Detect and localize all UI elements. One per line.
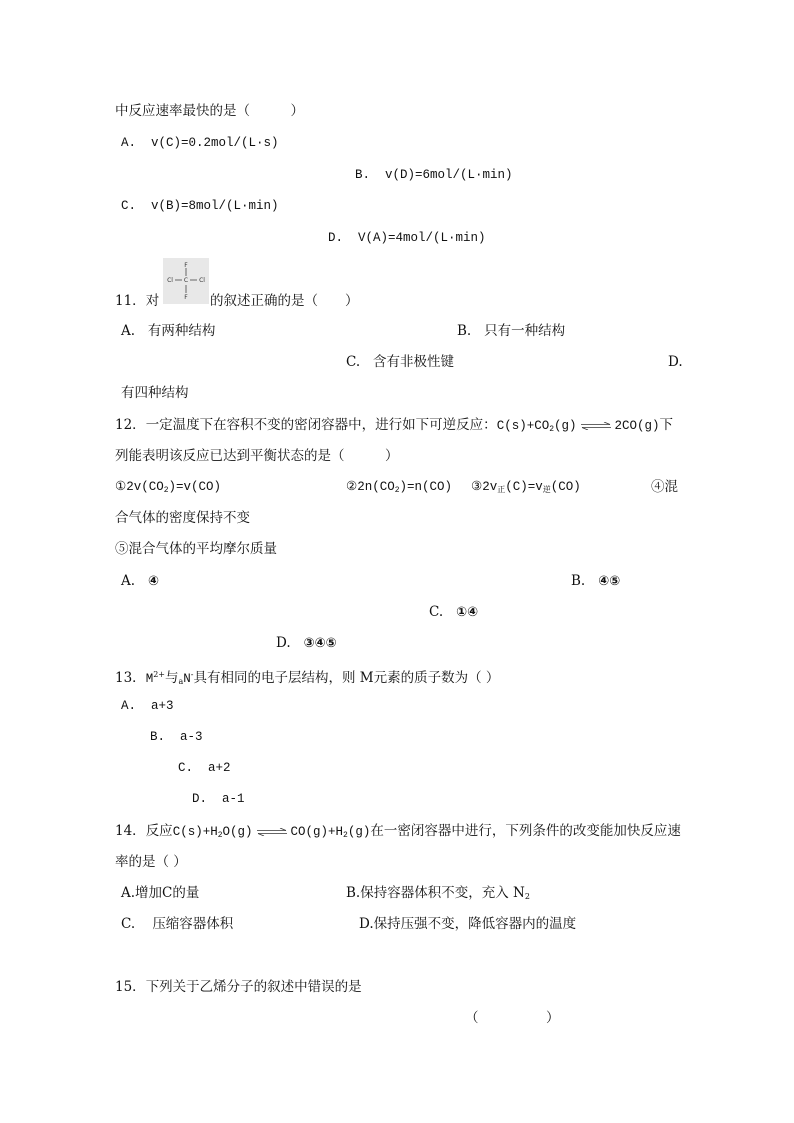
q12-condition-4-start: ④混: [651, 479, 678, 495]
q10-option-a: A. v(C)=0.2mol/(L·s): [121, 136, 279, 150]
q10-option-c: C. v(B)=8mol/(L·min): [121, 199, 279, 213]
q13-stem: 13．$M^{2+}$与$_a$N-具有相同的电子层结构，则 M元素的质子数为（ ）: [115, 670, 500, 686]
q12-condition-3: $③2v_正(C)=v_逆(CO)$: [471, 480, 581, 495]
atom-right: Cl: [199, 277, 205, 284]
q12-equation: $C(s)+CO_2(g)$: [496, 419, 577, 434]
q13-option-d: D. a-1: [192, 792, 245, 806]
equilibrium-arrow-icon: [581, 422, 611, 430]
q14-option-c: C. 压缩容器体积: [121, 916, 234, 932]
q10-option-d: D. V(A)=4mol/(L·min): [328, 231, 486, 245]
q11-stem-post: 的叙述正确的是（ ）: [210, 293, 359, 309]
q12-stem-line2: 列能表明该反应已达到平衡状态的是（ ）: [115, 448, 399, 464]
q14-equation: $C(s)+H_2O(g)$: [172, 825, 253, 840]
q11-option-d-label: D.: [668, 354, 683, 370]
q12-option-d: D. ③④⑤: [276, 635, 337, 651]
q12-condition-4-end: 合气体的密度保持不变: [115, 510, 250, 526]
q11-stem-pre: 11．对: [115, 293, 160, 309]
q11-option-a: A. 有两种结构: [121, 323, 216, 339]
dichlorodifluoromethane-structure: [163, 258, 209, 304]
q13-option-a: A. a+3: [121, 699, 174, 713]
atom-bottom: F: [184, 294, 188, 301]
q14-stem-line2: 率的是（ ）: [115, 854, 187, 870]
q13-option-c: C. a+2: [178, 761, 231, 775]
q12-option-c: C. ①④: [429, 604, 479, 620]
q11-option-b: B. 只有一种结构: [457, 323, 566, 339]
q11-option-d-text: 有四种结构: [121, 385, 189, 401]
q10-stem: 中反应速率最快的是（ ）: [115, 103, 304, 119]
equilibrium-arrow-icon: [257, 828, 287, 836]
q14-option-a: A.增加C的量: [121, 885, 200, 901]
atom-center: C: [183, 277, 189, 284]
q12-condition-2: $②2n(CO_2)=n(CO)$: [346, 480, 453, 495]
q12-option-b: B. ④⑤: [571, 573, 621, 589]
q12-option-a: A. ④: [121, 573, 159, 589]
q10-option-b: B. v(D)=6mol/(L·min): [355, 168, 513, 182]
q12-condition-5: ⑤混合气体的平均摩尔质量: [115, 541, 277, 557]
q11-option-c: C. 含有非极性键: [346, 354, 455, 370]
q14-option-b: B.保持容器体积不变，充入 $N_2$: [346, 885, 530, 901]
q12-condition-1: $①2v(CO_2)=v(CO)$: [115, 480, 222, 495]
q14-stem-line1: 14．反应$C(s)+H_2O(g)$ $CO(g)+H_2(g)$在一密闭容器中进行，下列条件的改变能加快反应速: [115, 823, 681, 840]
atom-left: Cl: [167, 277, 173, 284]
q12-stem-line1: 12．一定温度下在容积不变的密闭容器中，进行如下可逆反应：$C(s)+CO_2(g)$ 2CO(g)下: [115, 417, 674, 434]
q15-answer-blank: （ ）: [465, 1010, 560, 1026]
atom-top: F: [184, 262, 188, 269]
q15-stem: 15．下列关于乙烯分子的叙述中错误的是: [115, 979, 362, 995]
q14-option-d: D.保持压强不变，降低容器内的温度: [359, 916, 577, 932]
q13-option-b: B. a-3: [150, 730, 203, 744]
